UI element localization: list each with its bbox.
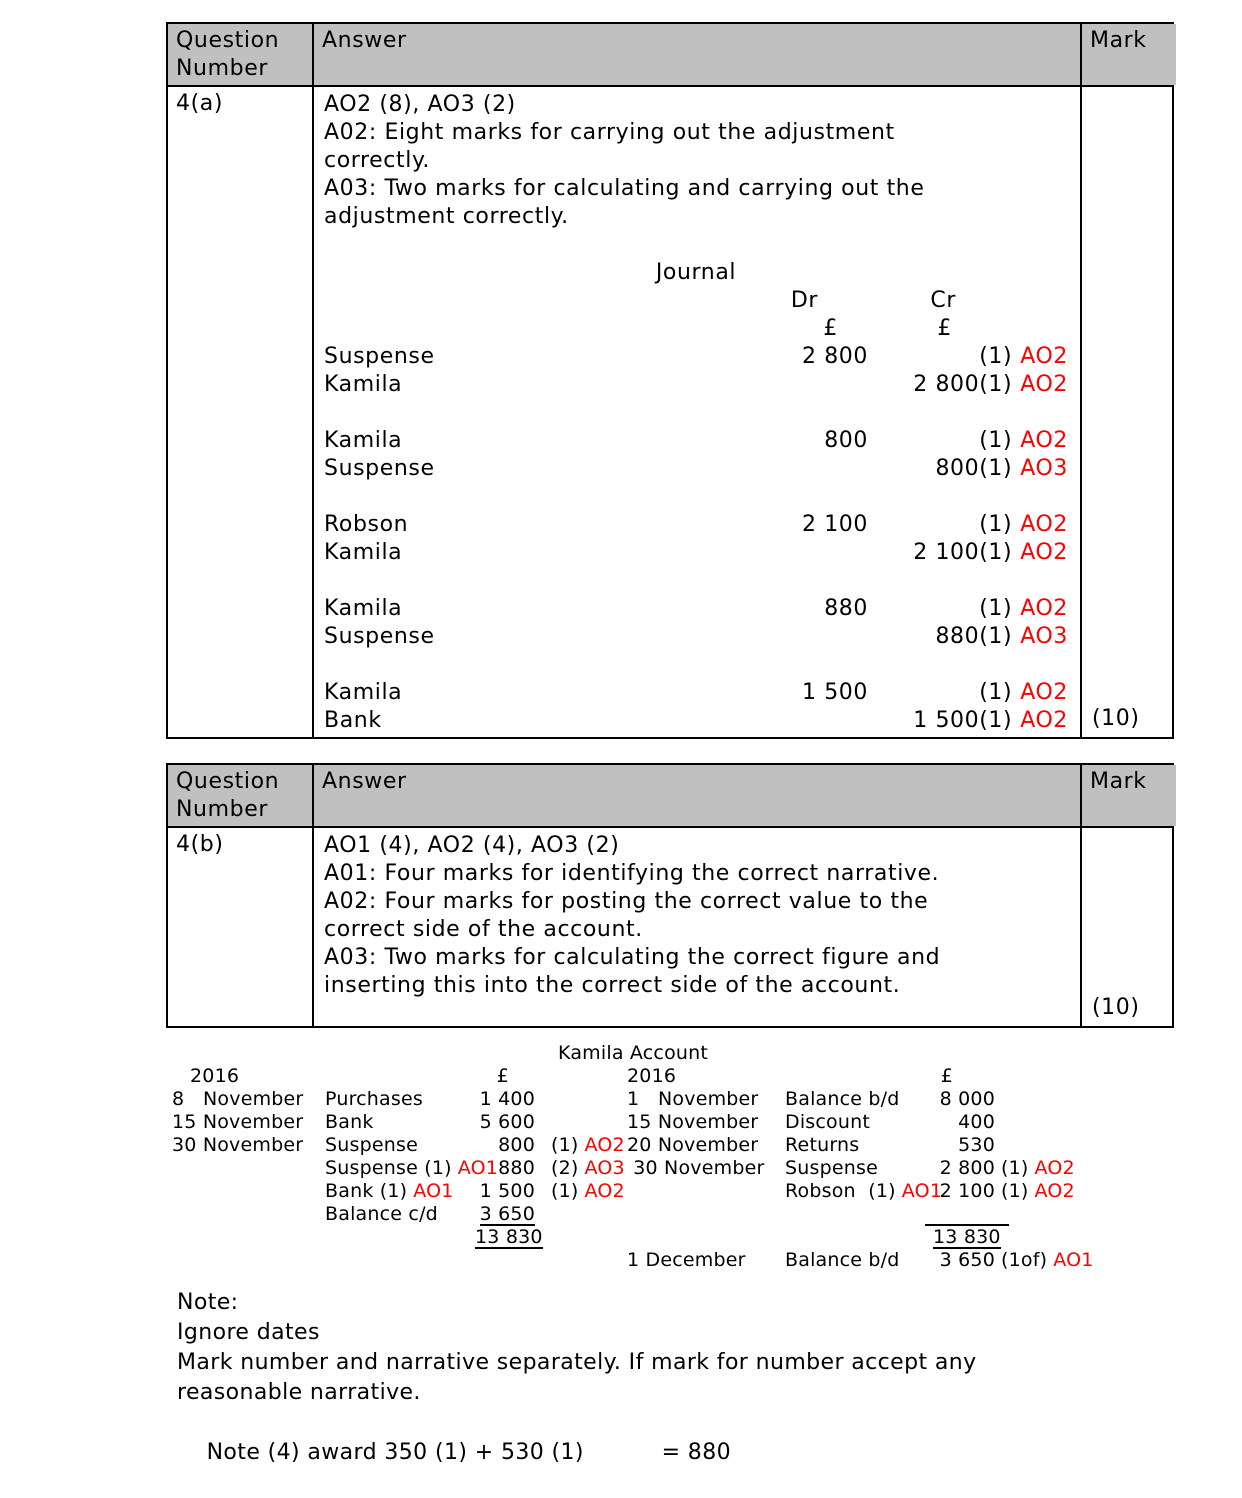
- dr-amount: 2 800: [802, 344, 868, 369]
- ao-mark-label: AO2: [584, 1180, 625, 1202]
- credit-date: 1 December: [627, 1249, 746, 1271]
- ledger-row: [170, 1111, 1242, 1134]
- answer-header: Answer: [312, 765, 1080, 826]
- journal-entry-row: [324, 371, 1068, 399]
- mark-total-4a: (10): [1092, 706, 1140, 731]
- account-name: Suspense: [324, 456, 435, 481]
- dr-pound-sign: £: [823, 316, 838, 341]
- credit-particulars: Discount: [785, 1111, 871, 1133]
- ledger-total-row: [170, 1226, 1242, 1249]
- ledger-row: [170, 1157, 1242, 1180]
- debit-particulars: Bank: [325, 1111, 374, 1133]
- credit-date: 15 November: [627, 1111, 759, 1133]
- account-name: Kamila: [324, 428, 403, 453]
- debit-date: 8 November: [172, 1088, 304, 1110]
- cr-pound-sign: £: [937, 316, 952, 341]
- credit-amount: 8 000: [939, 1088, 995, 1110]
- question-number-4b: 4(b): [176, 832, 224, 857]
- table-body-row: [168, 828, 1172, 1026]
- answer-cell-4a: [312, 87, 1080, 737]
- credit-mark-count: (1of): [1001, 1249, 1048, 1271]
- kamila-account-ledger: [170, 1042, 1242, 1272]
- dr-amount: 1 500: [802, 680, 868, 705]
- answer-header: Answer: [312, 24, 1080, 85]
- ao-mark-label: AO3: [584, 1157, 625, 1179]
- question-number-header: Question Number: [168, 765, 312, 826]
- ao2-desc-line2: correctly.: [324, 148, 431, 173]
- journal-entry-row: [324, 595, 1068, 623]
- cr-amount: (1): [979, 428, 1013, 453]
- note-ignore-dates: Ignore dates: [177, 1320, 320, 1345]
- note-section: [177, 1288, 977, 1465]
- left-pound-sign: £: [496, 1065, 509, 1087]
- debit-amount: 800: [498, 1134, 535, 1156]
- credit-particulars: Balance b/d: [785, 1088, 900, 1110]
- credit-amount: 3 650: [939, 1249, 995, 1271]
- cr-amount: (1): [979, 512, 1013, 537]
- journal-title: Journal: [655, 260, 737, 285]
- ledger-row: [170, 1134, 1242, 1157]
- ao-mark-label: AO2: [1020, 344, 1068, 369]
- cr-amount: 2 100(1): [913, 540, 1013, 565]
- cr-amount: 2 800(1): [913, 372, 1013, 397]
- right-year: 2016: [627, 1065, 677, 1087]
- ao-mark-label: AO3: [1020, 456, 1068, 481]
- account-name: Bank: [324, 708, 382, 733]
- ledger-row: [170, 1088, 1242, 1111]
- account-header-row: [170, 1065, 1242, 1088]
- note-marking-guidance-1: Mark number and narrative separately. If mark for number accept any: [177, 1350, 977, 1375]
- ao-mark-label: AO2: [1020, 372, 1068, 397]
- question-number-4a: 4(a): [176, 91, 224, 116]
- credit-mark-count: (1): [1001, 1157, 1029, 1179]
- note-award-result: = 880: [661, 1440, 731, 1465]
- ao3-desc-line1: A03: Two marks for calculating the correct figure and: [324, 945, 941, 970]
- credit-particulars: Robson (1): [785, 1180, 896, 1202]
- note-marking-guidance-2: reasonable narrative.: [177, 1380, 421, 1405]
- ao-mark-label: AO2: [1020, 680, 1068, 705]
- ao-mark-label: AO2: [1034, 1157, 1075, 1179]
- journal-entry-row: [324, 343, 1068, 371]
- credit-particulars: Returns: [785, 1134, 860, 1156]
- journal-entry-row: [324, 511, 1068, 539]
- cr-column-label: Cr: [930, 288, 956, 313]
- credit-date: 20 November: [627, 1134, 759, 1156]
- dr-amount: [688, 539, 868, 567]
- blank-line: [324, 651, 1068, 679]
- debit-total: 13 830: [475, 1226, 543, 1248]
- ao1-desc-line: A01: Four marks for identifying the correct narrative.: [324, 861, 940, 886]
- journal-entry-row: [324, 539, 1068, 567]
- ao2-desc-line1: A02: Four marks for posting the correct value to the: [324, 889, 929, 914]
- blank-line: [324, 231, 1068, 259]
- dr-amount: 800: [824, 428, 868, 453]
- dr-amount: [688, 623, 868, 651]
- ao2-desc-line1: A02: Eight marks for carrying out the adjustment: [324, 120, 895, 145]
- journal-entry-row: [324, 455, 1068, 483]
- cr-amount: (1): [979, 596, 1013, 621]
- ao3-desc-line2: adjustment correctly.: [324, 204, 569, 229]
- mark-cell-4a: [1080, 87, 1176, 737]
- journal-entry-row: [324, 707, 1068, 735]
- credit-amount: 400: [958, 1111, 995, 1133]
- ao-summary-line: AO1 (4), AO2 (4), AO3 (2): [324, 833, 620, 858]
- ao-mark-label: AO2: [1020, 428, 1068, 453]
- cr-amount: 1 500(1): [913, 708, 1013, 733]
- ao-mark-label: AO1: [457, 1157, 499, 1179]
- question-number-header: Question Number: [168, 24, 312, 85]
- note-award-calculation: Note (4) award 350 (1) + 530 (1): [206, 1440, 584, 1465]
- account-name: Suspense: [324, 344, 435, 369]
- credit-mark-count: (1): [1001, 1180, 1029, 1202]
- ledger-row: [170, 1249, 1242, 1272]
- credit-amount: 2 100: [939, 1180, 995, 1202]
- credit-total-rule: [925, 1224, 1009, 1226]
- account-name: Robson: [324, 512, 409, 537]
- dr-amount: [688, 371, 868, 399]
- credit-amount: 530: [958, 1134, 995, 1156]
- right-pound-sign: £: [940, 1065, 953, 1087]
- mark-header: Mark: [1080, 24, 1176, 85]
- note-heading: Note:: [177, 1290, 239, 1315]
- dr-amount: [688, 455, 868, 483]
- ao-mark-label: AO2: [1020, 708, 1068, 733]
- dr-column-label: Dr: [790, 288, 818, 313]
- ao-mark-label: AO2: [1034, 1180, 1075, 1202]
- blank-line: [324, 399, 1068, 427]
- journal-title-row: [324, 259, 1068, 287]
- journal-entry-row: [324, 427, 1068, 455]
- ao-mark-label: AO1: [901, 1180, 943, 1202]
- cr-amount: (1): [979, 344, 1013, 369]
- debit-particulars: Suspense: [325, 1134, 418, 1156]
- debit-amount: 880: [498, 1157, 535, 1179]
- blank-line: [324, 567, 1068, 595]
- ao-mark-label: AO2: [1020, 512, 1068, 537]
- debit-mark-count: (1): [551, 1180, 579, 1202]
- credit-total: 13 830: [933, 1226, 1001, 1248]
- ao-mark-label: AO1: [413, 1180, 454, 1202]
- debit-mark-count: (1): [551, 1134, 579, 1156]
- journal-drcr-row: [324, 287, 1068, 315]
- mark-scheme-table-4a: [166, 22, 1174, 739]
- dr-amount: 2 100: [802, 512, 868, 537]
- journal-pound-row: [324, 315, 1068, 343]
- cr-amount: 880(1): [935, 624, 1013, 649]
- account-name: Kamila: [324, 540, 403, 565]
- ao2-desc-line2: correct side of the account.: [324, 917, 643, 942]
- debit-mark-count: (2): [551, 1157, 579, 1179]
- debit-amount: 1 500: [479, 1180, 535, 1202]
- debit-particulars: Balance c/d: [325, 1203, 438, 1225]
- table-header-row: [168, 24, 1172, 87]
- credit-date: 1 November: [627, 1088, 759, 1110]
- cr-amount: (1): [979, 680, 1013, 705]
- credit-particulars: Suspense: [785, 1157, 878, 1179]
- cr-amount: 800(1): [935, 456, 1013, 481]
- account-name: Kamila: [324, 680, 403, 705]
- journal-entry-row: [324, 623, 1068, 651]
- balance-cd-amount: 3 650: [479, 1203, 535, 1225]
- debit-particulars: Purchases: [325, 1088, 423, 1110]
- account-name: Kamila: [324, 372, 403, 397]
- mark-cell-4b: [1080, 828, 1176, 1026]
- ao-mark-label: AO2: [584, 1134, 625, 1156]
- answer-cell-4b: [312, 828, 1080, 1026]
- debit-particulars: Bank (1): [325, 1180, 408, 1202]
- ledger-row: [170, 1180, 1242, 1203]
- debit-particulars: Suspense (1): [325, 1157, 452, 1179]
- mark-header: Mark: [1080, 765, 1176, 826]
- ledger-row: [170, 1203, 1242, 1226]
- table-header-row: [168, 765, 1172, 828]
- ao-mark-label: AO2: [1020, 596, 1068, 621]
- credit-particulars: Balance b/d: [785, 1249, 900, 1271]
- mark-scheme-table-4b: [166, 763, 1174, 1028]
- dr-amount: [688, 707, 868, 735]
- mark-total-4b: (10): [1092, 995, 1140, 1020]
- table-body-row: [168, 87, 1172, 737]
- dr-amount: 880: [824, 596, 868, 621]
- account-name: Suspense: [324, 624, 435, 649]
- ao-mark-label: AO1: [1053, 1249, 1094, 1271]
- journal-entry-row: [324, 679, 1068, 707]
- debit-amount: 5 600: [479, 1111, 535, 1133]
- ao3-desc-line1: A03: Two marks for calculating and carrying out the: [324, 176, 925, 201]
- credit-amount: 2 800: [939, 1157, 995, 1179]
- ao3-desc-line2: inserting this into the correct side of the account.: [324, 973, 901, 998]
- blank-line: [324, 483, 1068, 511]
- ao-summary-line: AO2 (8), AO3 (2): [324, 92, 516, 117]
- account-title: Kamila Account: [558, 1042, 709, 1064]
- debit-amount: 1 400: [479, 1088, 535, 1110]
- ao-mark-label: AO3: [1020, 624, 1068, 649]
- account-name: Kamila: [324, 596, 403, 621]
- left-year: 2016: [190, 1065, 240, 1087]
- debit-date: 30 November: [172, 1134, 304, 1156]
- debit-date: 15 November: [172, 1111, 304, 1133]
- ao-mark-label: AO2: [1020, 540, 1068, 565]
- credit-date: 30 November: [627, 1157, 765, 1179]
